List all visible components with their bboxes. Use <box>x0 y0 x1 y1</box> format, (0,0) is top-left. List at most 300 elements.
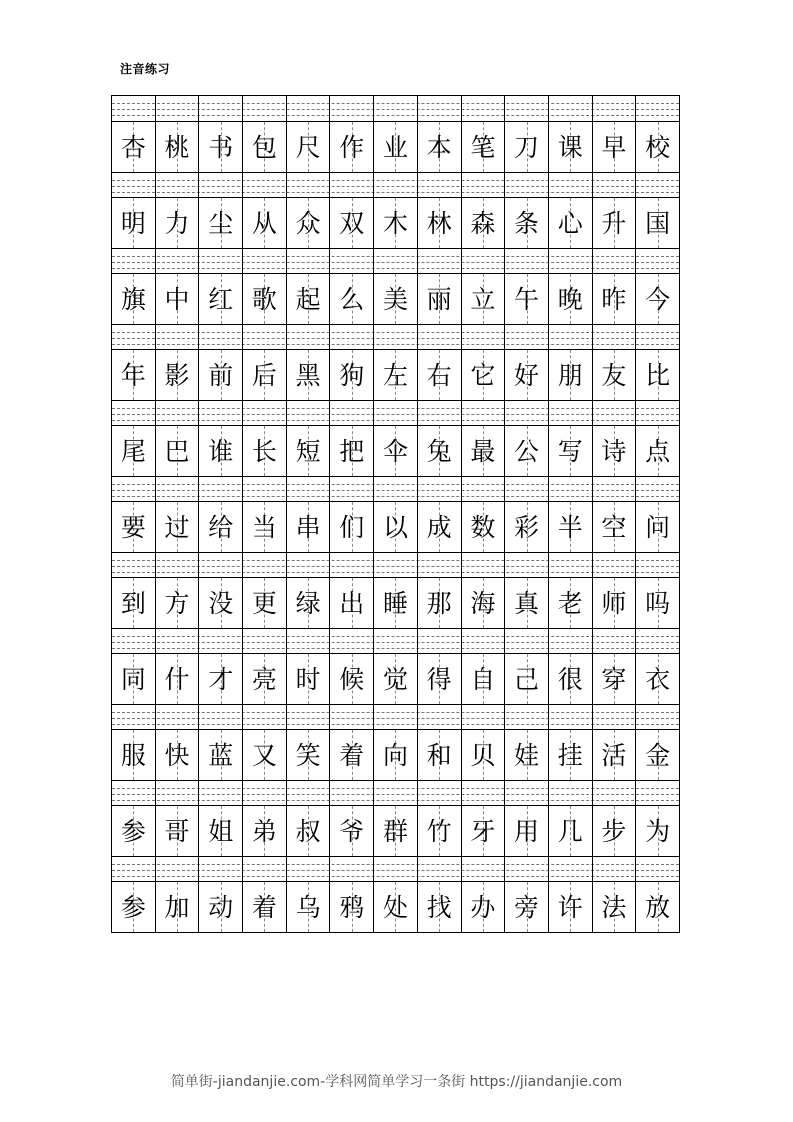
character: 旁 <box>514 892 540 922</box>
character-cell <box>593 426 637 476</box>
character: 活 <box>601 740 627 770</box>
character-cell <box>418 578 462 628</box>
character: 又 <box>251 740 277 770</box>
character: 姐 <box>208 816 234 846</box>
character-cell <box>287 654 331 704</box>
character: 公 <box>514 436 540 466</box>
character-cell <box>549 122 593 172</box>
character: 穿 <box>601 664 627 694</box>
character-cell <box>112 882 156 932</box>
character: 林 <box>426 208 452 238</box>
character-cell <box>374 274 418 324</box>
character-cell <box>112 350 156 400</box>
character-cell <box>505 730 549 780</box>
character: 早 <box>601 132 627 162</box>
character: 升 <box>601 208 627 238</box>
character: 处 <box>382 892 408 922</box>
character-cell <box>330 350 374 400</box>
character: 旗 <box>120 284 146 314</box>
character-cell <box>287 730 331 780</box>
character-cell <box>593 350 637 400</box>
character-cell <box>287 882 331 932</box>
character: 伞 <box>382 436 408 466</box>
character: 尺 <box>295 132 321 162</box>
character: 朋 <box>557 360 583 390</box>
character: 业 <box>382 132 408 162</box>
character: 彩 <box>514 512 540 542</box>
character-cell <box>418 730 462 780</box>
character-cell <box>549 502 593 552</box>
character-cell <box>462 198 506 248</box>
character-cell <box>636 198 679 248</box>
character-cell <box>418 274 462 324</box>
character: 力 <box>164 208 190 238</box>
character: 弟 <box>251 816 277 846</box>
character: 哥 <box>164 816 190 846</box>
character-cell <box>374 502 418 552</box>
character: 娃 <box>514 740 540 770</box>
tianzige-grid <box>111 95 680 933</box>
practice-row <box>112 780 679 856</box>
character-cell <box>243 578 287 628</box>
character: 笔 <box>470 132 496 162</box>
character-cell <box>505 806 549 856</box>
character: 以 <box>382 512 408 542</box>
character: 服 <box>120 740 146 770</box>
character-cell <box>199 426 243 476</box>
character-cell <box>418 502 462 552</box>
character-cell <box>112 426 156 476</box>
pinyin-lines <box>112 172 679 198</box>
character: 空 <box>601 512 627 542</box>
footer-watermark: 简单街-jiandanjie.com-学科网简单学习一条街 https://jiandanjie.com <box>170 1074 623 1090</box>
character: 条 <box>514 208 540 238</box>
character-cell <box>462 882 506 932</box>
character: 半 <box>557 512 583 542</box>
character-cell <box>505 122 549 172</box>
character-cell <box>549 198 593 248</box>
character-cell <box>112 274 156 324</box>
character: 中 <box>164 284 190 314</box>
character-cell <box>462 122 506 172</box>
character-cell <box>330 502 374 552</box>
character-cell <box>636 502 679 552</box>
character-cell <box>636 578 679 628</box>
character: 自 <box>470 664 496 694</box>
character: 今 <box>645 284 671 314</box>
character: 最 <box>470 436 496 466</box>
character: 当 <box>251 512 277 542</box>
character: 心 <box>557 208 583 238</box>
character: 乌 <box>295 892 321 922</box>
character: 老 <box>557 588 583 618</box>
character-cell <box>112 198 156 248</box>
character-cell <box>374 806 418 856</box>
character: 牙 <box>470 816 496 846</box>
character: 快 <box>164 740 190 770</box>
character-cell <box>156 122 200 172</box>
pinyin-lines <box>112 552 679 578</box>
character: 狗 <box>339 360 365 390</box>
character-cell <box>199 502 243 552</box>
character-cell <box>243 806 287 856</box>
character-cell <box>287 426 331 476</box>
character: 课 <box>557 132 583 162</box>
character-cell <box>374 122 418 172</box>
character-cell <box>593 654 637 704</box>
character: 国 <box>645 208 671 238</box>
character: 蓝 <box>208 740 234 770</box>
character: 前 <box>208 360 234 390</box>
character-cell <box>199 198 243 248</box>
character-cell <box>199 350 243 400</box>
character-cell <box>112 122 156 172</box>
character-cell <box>636 350 679 400</box>
character: 很 <box>557 664 583 694</box>
character-cell <box>374 654 418 704</box>
character: 到 <box>120 588 146 618</box>
character-cell <box>549 274 593 324</box>
character-cell <box>549 578 593 628</box>
character-cell <box>287 578 331 628</box>
character: 才 <box>208 664 234 694</box>
character-cell <box>199 122 243 172</box>
practice-row <box>112 704 679 780</box>
character: 把 <box>339 436 365 466</box>
character: 找 <box>426 892 452 922</box>
character: 出 <box>339 588 365 618</box>
character: 几 <box>557 816 583 846</box>
character: 要 <box>120 512 146 542</box>
character-cell <box>549 730 593 780</box>
character: 书 <box>208 132 234 162</box>
character-cell <box>549 806 593 856</box>
character: 立 <box>470 284 496 314</box>
character-cell <box>462 730 506 780</box>
character: 为 <box>645 816 671 846</box>
character-cell <box>330 198 374 248</box>
character-cell <box>462 350 506 400</box>
character-cell <box>549 350 593 400</box>
character-cell <box>199 730 243 780</box>
character-cell <box>462 274 506 324</box>
character: 们 <box>339 512 365 542</box>
character: 桃 <box>164 132 190 162</box>
character: 巴 <box>164 436 190 466</box>
pinyin-lines <box>112 628 679 654</box>
character-cell <box>462 502 506 552</box>
character: 包 <box>251 132 277 162</box>
character-cell <box>418 882 462 932</box>
character-cell <box>330 426 374 476</box>
character-cell <box>199 806 243 856</box>
character: 点 <box>645 436 671 466</box>
character: 方 <box>164 588 190 618</box>
character: 加 <box>164 892 190 922</box>
character: 许 <box>557 892 583 922</box>
character-cell <box>593 578 637 628</box>
character-cell <box>243 350 287 400</box>
pinyin-lines <box>112 248 679 274</box>
practice-row <box>112 96 679 172</box>
character-cell <box>156 198 200 248</box>
character: 向 <box>382 740 408 770</box>
character: 右 <box>426 360 452 390</box>
pinyin-lines <box>112 400 679 426</box>
character: 候 <box>339 664 365 694</box>
character: 兔 <box>426 436 452 466</box>
character: 刀 <box>514 132 540 162</box>
practice-row <box>112 856 679 932</box>
pinyin-lines <box>112 856 679 882</box>
character-cell <box>287 198 331 248</box>
character-cell <box>156 578 200 628</box>
character-cell <box>636 730 679 780</box>
character: 短 <box>295 436 321 466</box>
pinyin-lines <box>112 704 679 730</box>
practice-row <box>112 628 679 704</box>
character: 后 <box>251 360 277 390</box>
character-cell <box>112 578 156 628</box>
character-cell <box>156 350 200 400</box>
character-cell <box>374 730 418 780</box>
character: 参 <box>120 816 146 846</box>
character: 红 <box>208 284 234 314</box>
character-cell <box>505 502 549 552</box>
character: 叔 <box>295 816 321 846</box>
character-cell <box>636 122 679 172</box>
character: 串 <box>295 512 321 542</box>
character: 更 <box>251 588 277 618</box>
character-cell <box>549 654 593 704</box>
character-cell <box>243 198 287 248</box>
practice-row <box>112 248 679 324</box>
character-cell <box>462 806 506 856</box>
character: 什 <box>164 664 190 694</box>
character: 海 <box>470 588 496 618</box>
character-cell <box>156 274 200 324</box>
character: 觉 <box>382 664 408 694</box>
character: 写 <box>557 436 583 466</box>
character: 晚 <box>557 284 583 314</box>
character: 睡 <box>382 588 408 618</box>
character-cell <box>636 426 679 476</box>
character-cell <box>462 578 506 628</box>
character: 友 <box>601 360 627 390</box>
character: 和 <box>426 740 452 770</box>
character: 尾 <box>120 436 146 466</box>
character: 着 <box>251 892 277 922</box>
character: 丽 <box>426 284 452 314</box>
character: 着 <box>339 740 365 770</box>
practice-row <box>112 172 679 248</box>
character-cell <box>505 198 549 248</box>
character-cell <box>330 730 374 780</box>
character-cell <box>330 654 374 704</box>
character: 绿 <box>295 588 321 618</box>
character-cell <box>243 122 287 172</box>
character: 众 <box>295 208 321 238</box>
character-cell <box>330 122 374 172</box>
character-cell <box>418 122 462 172</box>
character: 竹 <box>426 816 452 846</box>
page-title: 注音练习 <box>120 62 171 76</box>
character: 昨 <box>601 284 627 314</box>
character: 影 <box>164 360 190 390</box>
character: 衣 <box>645 664 671 694</box>
character-cell <box>156 730 200 780</box>
character-cell <box>374 882 418 932</box>
character: 没 <box>208 588 234 618</box>
character-cell <box>505 882 549 932</box>
character-cell <box>418 198 462 248</box>
character-cell <box>593 122 637 172</box>
character-cell <box>462 426 506 476</box>
practice-row <box>112 324 679 400</box>
character: 挂 <box>557 740 583 770</box>
character-cell <box>418 426 462 476</box>
character-cell <box>593 806 637 856</box>
character: 作 <box>339 132 365 162</box>
character-cell <box>112 806 156 856</box>
character: 用 <box>514 816 540 846</box>
character-cell <box>593 198 637 248</box>
character-cell <box>505 274 549 324</box>
character-cell <box>549 882 593 932</box>
character: 数 <box>470 512 496 542</box>
character: 尘 <box>208 208 234 238</box>
character: 真 <box>514 588 540 618</box>
character-cell <box>112 730 156 780</box>
character: 鸦 <box>339 892 365 922</box>
character: 贝 <box>470 740 496 770</box>
character-cell <box>593 882 637 932</box>
character: 好 <box>514 360 540 390</box>
character-cell <box>330 882 374 932</box>
character-cell <box>243 730 287 780</box>
character-cell <box>330 806 374 856</box>
character: 杏 <box>120 132 146 162</box>
character-cell <box>199 274 243 324</box>
character-cell <box>374 578 418 628</box>
character: 美 <box>382 284 408 314</box>
character-cell <box>593 502 637 552</box>
character: 金 <box>645 740 671 770</box>
character-cell <box>418 806 462 856</box>
character: 吗 <box>645 588 671 618</box>
character-cell <box>156 426 200 476</box>
character-cell <box>374 426 418 476</box>
character: 本 <box>426 132 452 162</box>
character: 那 <box>426 588 452 618</box>
character: 爷 <box>339 816 365 846</box>
character-cell <box>243 426 287 476</box>
character: 木 <box>382 208 408 238</box>
practice-row <box>112 476 679 552</box>
character-cell <box>636 806 679 856</box>
character: 谁 <box>208 436 234 466</box>
character: 成 <box>426 512 452 542</box>
character-cell <box>287 502 331 552</box>
character-cell <box>156 806 200 856</box>
character-cell <box>243 502 287 552</box>
character: 过 <box>164 512 190 542</box>
character-cell <box>462 654 506 704</box>
character-cell <box>374 198 418 248</box>
character-cell <box>287 350 331 400</box>
character: 左 <box>382 360 408 390</box>
character-cell <box>593 730 637 780</box>
character-cell <box>243 654 287 704</box>
pinyin-lines <box>112 476 679 502</box>
character: 己 <box>514 664 540 694</box>
character: 歌 <box>251 284 277 314</box>
character: 它 <box>470 360 496 390</box>
character: 比 <box>645 360 671 390</box>
character-cell <box>505 654 549 704</box>
character: 参 <box>120 892 146 922</box>
character: 么 <box>339 284 365 314</box>
character-cell <box>287 806 331 856</box>
character: 问 <box>645 512 671 542</box>
character: 时 <box>295 664 321 694</box>
character-cell <box>112 654 156 704</box>
character: 办 <box>470 892 496 922</box>
pinyin-lines <box>112 324 679 350</box>
character-cell <box>199 882 243 932</box>
character: 师 <box>601 588 627 618</box>
character: 长 <box>251 436 277 466</box>
character: 法 <box>601 892 627 922</box>
character: 亮 <box>251 664 277 694</box>
character-cell <box>636 274 679 324</box>
character-cell <box>418 654 462 704</box>
character: 午 <box>514 284 540 314</box>
character-cell <box>330 274 374 324</box>
character: 放 <box>645 892 671 922</box>
character-cell <box>199 578 243 628</box>
character: 起 <box>295 284 321 314</box>
character: 给 <box>208 512 234 542</box>
character-cell <box>156 502 200 552</box>
character: 群 <box>382 816 408 846</box>
character-cell <box>330 578 374 628</box>
character: 校 <box>645 132 671 162</box>
character: 明 <box>120 208 146 238</box>
pinyin-lines <box>112 96 679 122</box>
character-cell <box>156 654 200 704</box>
character-cell <box>636 882 679 932</box>
character-cell <box>505 426 549 476</box>
character: 黑 <box>295 360 321 390</box>
character-cell <box>287 274 331 324</box>
character-cell <box>505 350 549 400</box>
character: 步 <box>601 816 627 846</box>
pinyin-lines <box>112 780 679 806</box>
character: 诗 <box>601 436 627 466</box>
practice-row <box>112 400 679 476</box>
character-cell <box>156 882 200 932</box>
character: 森 <box>470 208 496 238</box>
character-cell <box>243 274 287 324</box>
character: 从 <box>251 208 277 238</box>
practice-row <box>112 552 679 628</box>
character-cell <box>199 654 243 704</box>
character-cell <box>549 426 593 476</box>
character: 得 <box>426 664 452 694</box>
character-cell <box>505 578 549 628</box>
character: 双 <box>339 208 365 238</box>
